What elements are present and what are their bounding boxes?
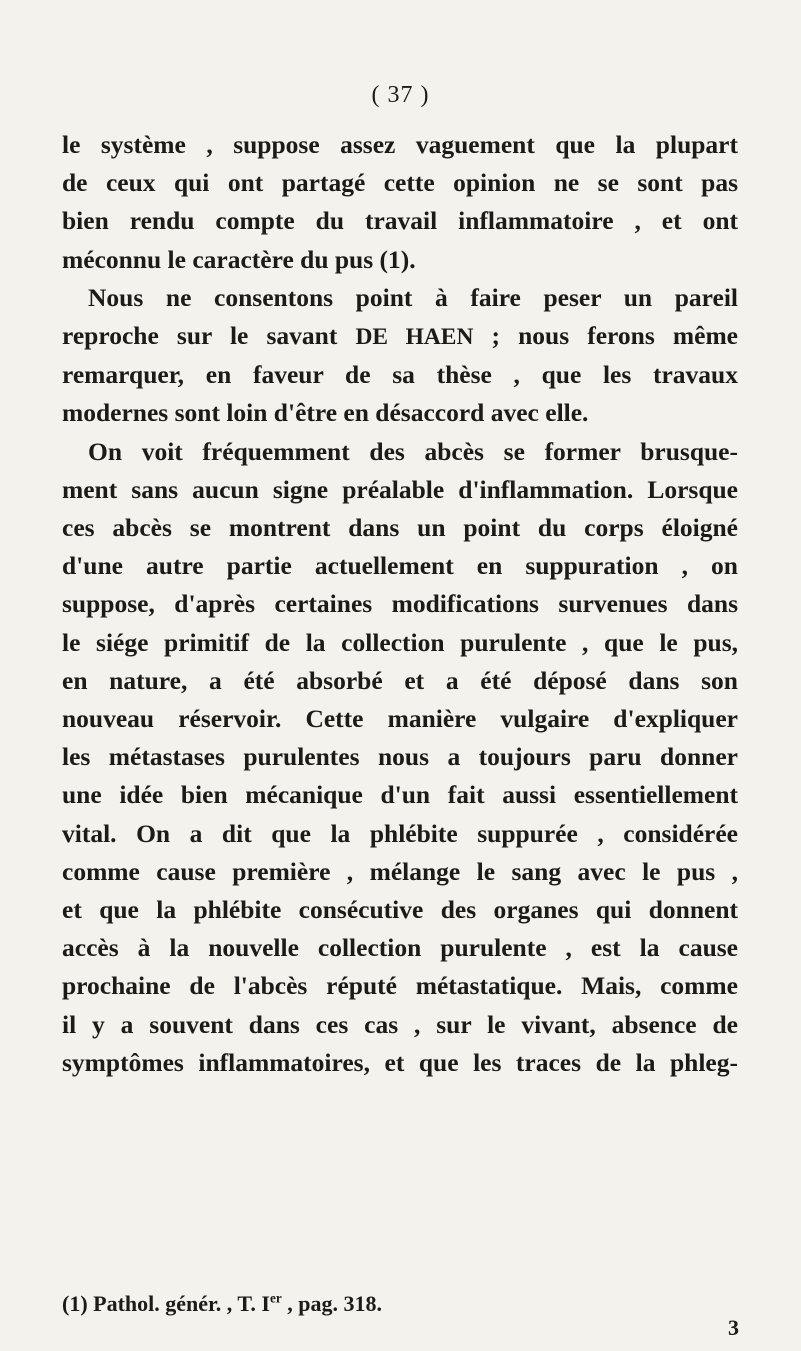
text-line: ces abcès se montrent dans un point du corps éloigné	[62, 513, 738, 543]
text-line: le siége primitif de la collection purulente , que le pus,	[62, 627, 738, 657]
page-number: ( 37 )	[371, 82, 430, 108]
text-line: en nature, a été absorbé et a été déposé dans son	[62, 665, 738, 695]
text-line: vital. On a dit que la phlébite suppurée , considérée	[62, 818, 738, 848]
text-line: modernes sont loin d'être en désaccord avec elle.	[62, 398, 589, 428]
text-line: de ceux qui ont partagé cette opinion ne se sont pas	[62, 168, 738, 198]
text-line-with-name	[62, 317, 738, 356]
footnote-text: , pag. 318.	[281, 1291, 382, 1316]
footnote	[62, 1290, 738, 1318]
text-line: d'une autre partie actuellement en suppuration , on	[62, 551, 738, 581]
text-line: prochaine de l'abcès réputé métastatique. Mais, comme	[62, 971, 738, 1001]
text-fragment: reproche sur le savant	[62, 321, 338, 351]
text-line: accès à la nouvelle collection purulente , est la cause	[62, 933, 738, 963]
text-line: nouveau réservoir. Cette manière vulgaire d'expliquer	[62, 704, 738, 734]
text-line: comme cause première , mélange le sang avec le pus ,	[62, 856, 738, 886]
text-line: ment sans aucun signe préalable d'inflammation. Lorsque	[62, 474, 738, 504]
author-name: DE HAEN	[355, 324, 474, 351]
text-line: On voit fréquemment des abcès se former brusque-	[88, 436, 738, 466]
text-fragment: ; nous ferons même	[491, 321, 738, 351]
body-text	[62, 126, 738, 1082]
signature-mark: 3	[728, 1315, 739, 1340]
text-line: méconnu le caractère du pus (1).	[62, 244, 416, 274]
text-line: remarquer, en faveur de sa thèse , que les travaux	[62, 360, 738, 390]
text-line: les métastases purulentes nous a toujours paru donner	[62, 742, 738, 772]
text-line: le système , suppose assez vaguement que la plupart	[62, 130, 738, 159]
text-line: Nous ne consentons point à faire peser un pareil	[88, 282, 738, 312]
text-line: symptômes inflammatoires, et que les traces de la phleg-	[62, 1047, 738, 1077]
footnote-text: (1) Pathol. génér. , T. I	[62, 1291, 270, 1316]
text-line: il y a souvent dans ces cas , sur le vivant, absence de	[62, 1009, 738, 1039]
text-line: suppose, d'après certaines modifications survenues dans	[62, 589, 738, 619]
text-line: bien rendu compte du travail inflammatoire , et ont	[62, 206, 738, 236]
text-line: et que la phlébite consécutive des organes qui donnent	[62, 895, 738, 925]
text-line: une idée bien mécanique d'un fait aussi essentiellement	[62, 780, 738, 810]
footnote-superscript: er	[269, 1290, 282, 1306]
